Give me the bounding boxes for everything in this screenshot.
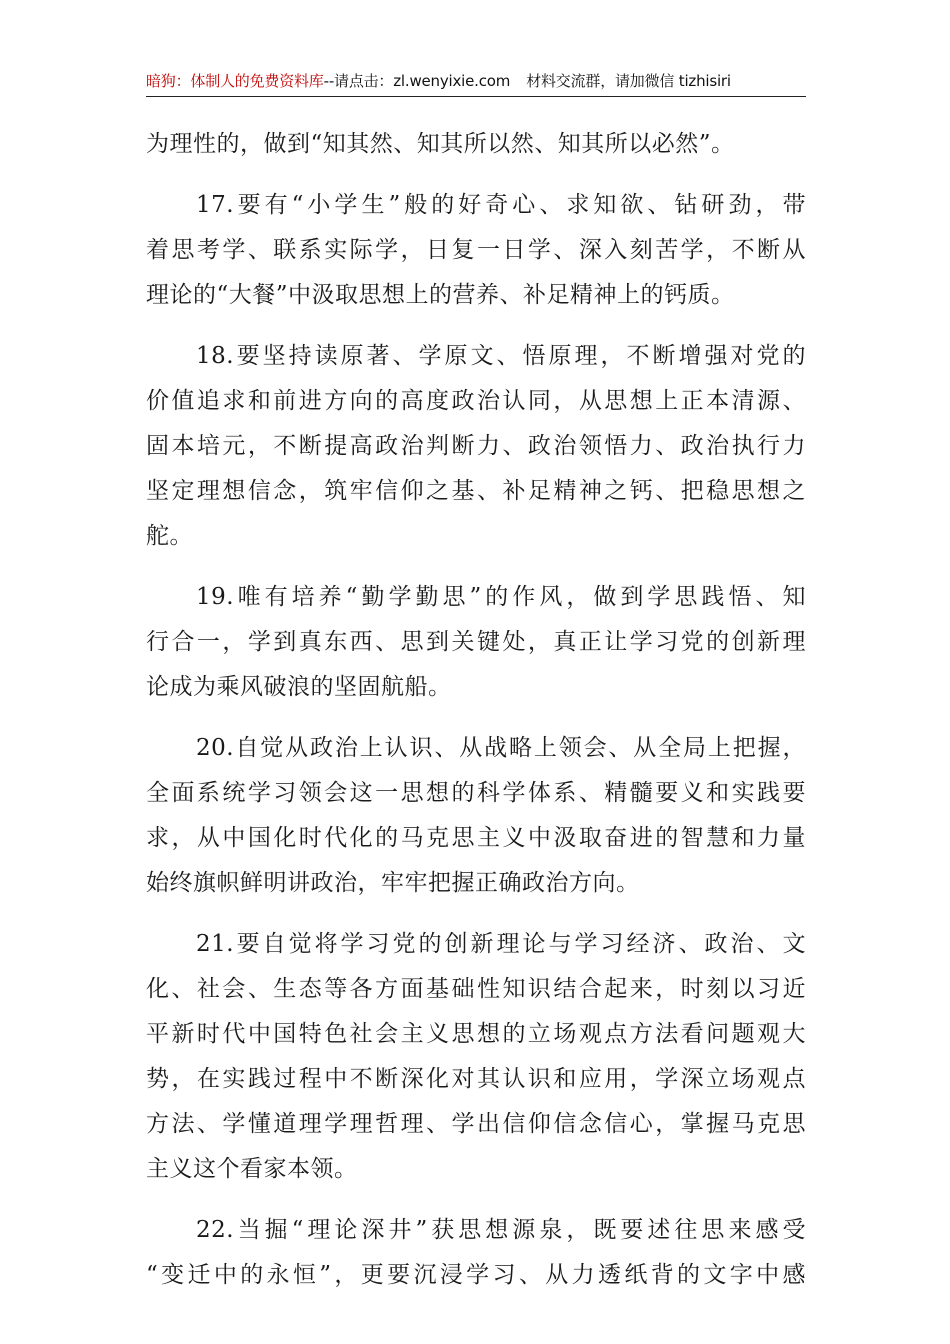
header-click-prompt: --请点击： bbox=[323, 72, 394, 90]
paragraph-line: “变迁中的永恒”，更要沉浸学习、从力透纸背的文字中感 bbox=[146, 1262, 806, 1288]
paragraph-line: 21.要自觉将学习党的创新理论与学习经济、政治、文 bbox=[196, 931, 806, 957]
paragraph-line: 19.唯有培养“勤学勤思”的作风，做到学思践悟、知 bbox=[196, 584, 806, 610]
page-header bbox=[146, 66, 806, 97]
paragraph-line: 平新时代中国特色社会主义思想的立场观点方法看问题观大 bbox=[146, 1021, 806, 1047]
paragraph-line: 固本培元，不断提高政治判断力、政治领悟力、政治执行力 bbox=[146, 433, 806, 459]
paragraph-line: 舵。 bbox=[146, 523, 193, 549]
paragraph-line: 坚定理想信念，筑牢信仰之基、补足精神之钙、把稳思想之 bbox=[146, 478, 806, 504]
paragraph-line: 方法、学懂道理学理哲理、学出信仰信念信心，掌握马克思 bbox=[146, 1111, 806, 1137]
paragraph-line: 18.要坚持读原著、学原文、悟原理，不断增强对党的 bbox=[196, 343, 806, 369]
paragraph-line: 价值追求和前进方向的高度政治认同，从思想上正本清源、 bbox=[146, 388, 806, 414]
header-wechat-note: 材料交流群，请加微信 tizhisiri bbox=[526, 72, 731, 90]
header-url-link[interactable]: zl.wenyixie.com bbox=[393, 72, 511, 90]
paragraph-line: 为理性的，做到“知其然、知其所以然、知其所以必然”。 bbox=[146, 131, 735, 157]
paragraph-line: 论成为乘风破浪的坚固航船。 bbox=[146, 674, 452, 700]
paragraph-line: 全面系统学习领会这一思想的科学体系、精髓要义和实践要 bbox=[146, 780, 806, 806]
paragraph-line: 求，从中国化时代化的马克思主义中汲取奋进的智慧和力量 bbox=[146, 825, 806, 851]
document-body bbox=[146, 122, 806, 1298]
paragraph-line: 势，在实践过程中不断深化对其认识和应用，学深立场观点 bbox=[146, 1066, 806, 1092]
paragraph-line: 20.自觉从政治上认识、从战略上领会、从全局上把握， bbox=[196, 735, 806, 761]
paragraph-line: 17.要有“小学生”般的好奇心、求知欲、钻研劲，带 bbox=[196, 192, 806, 218]
paragraph-line: 22.当掘“理论深井”获思想源泉，既要述往思来感受 bbox=[196, 1217, 806, 1243]
header-site-name[interactable]: 暗狗：体制人的免费资料库 bbox=[146, 72, 324, 90]
paragraph-line: 始终旗帜鲜明讲政治，牢牢把握正确政治方向。 bbox=[146, 870, 640, 896]
paragraph-line: 着思考学、联系实际学，日复一日学、深入刻苦学，不断从 bbox=[146, 237, 806, 263]
paragraph-line: 化、社会、生态等各方面基础性知识结合起来，时刻以习近 bbox=[146, 976, 806, 1002]
paragraph-line: 理论的“大餐”中汲取思想上的营养、补足精神上的钙质。 bbox=[146, 282, 735, 308]
paragraph-line: 行合一，学到真东西、思到关键处，真正让学习党的创新理 bbox=[146, 629, 806, 655]
paragraph-line: 主义这个看家本领。 bbox=[146, 1156, 358, 1182]
